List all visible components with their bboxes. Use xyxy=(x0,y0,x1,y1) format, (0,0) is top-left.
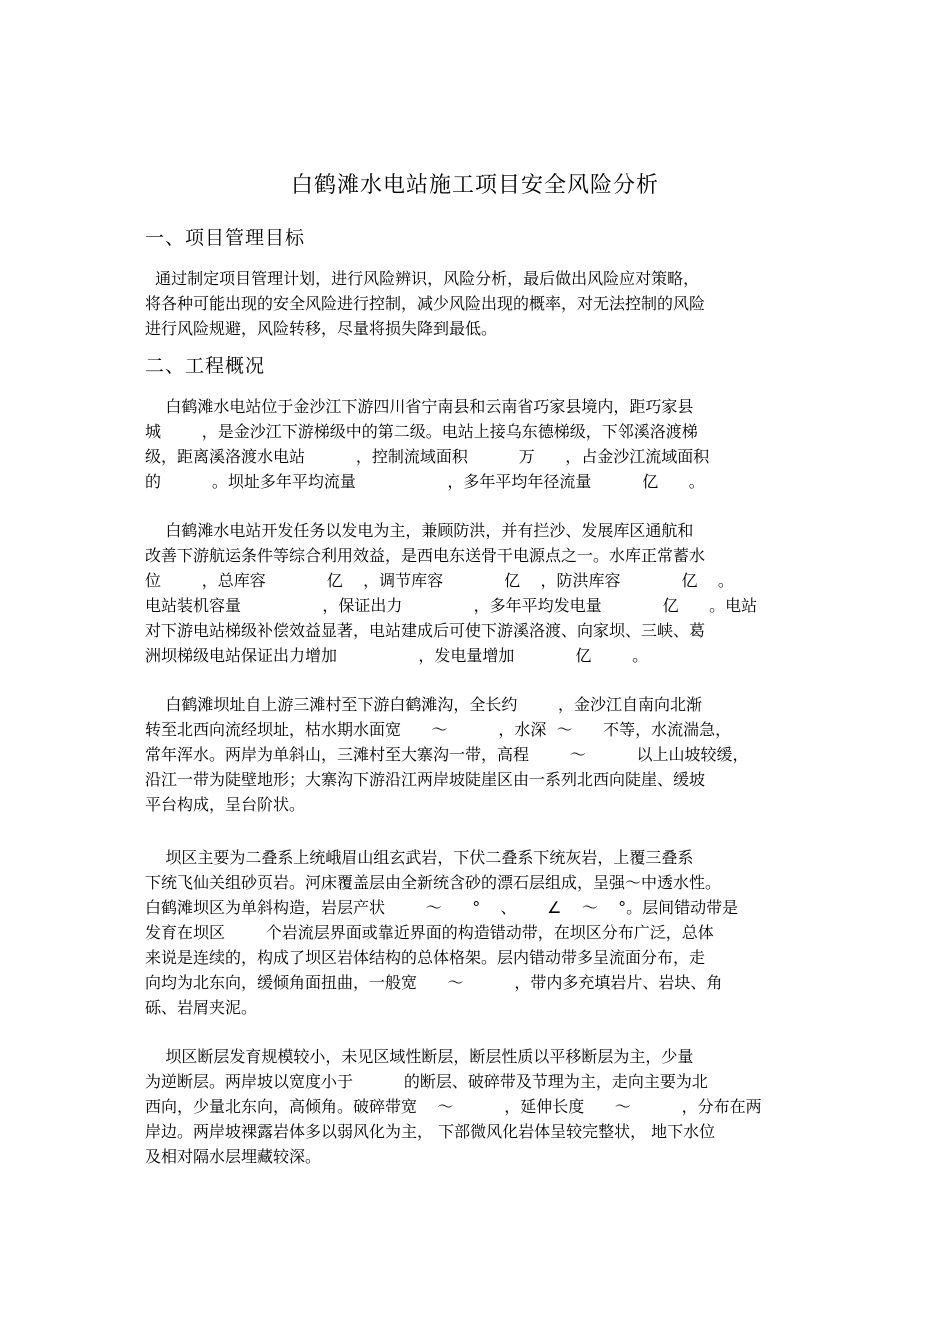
paragraph-faults xyxy=(145,1044,807,1169)
text-line: 通过制定项目管理计划，进行风险辨识，风险分析，最后做出风险应对策略， xyxy=(145,269,700,288)
text-line: 向均为北东向，缓倾角面扭曲，一般宽 ～ ，带内多充填岩片、岩块、角 xyxy=(145,973,723,992)
text-line: 白鹤滩坝区为单斜构造，岩层产状 ～ ° 、 ∠ ～ °。层间错动带是 xyxy=(145,898,739,917)
section-heading-management-goal: 一、项目管理目标 xyxy=(145,227,306,249)
text-line: 改善下游航运条件等综合利用效益，是西电东送骨干电源点之一。水库正常蓄水 xyxy=(145,546,706,565)
text-line: 沿江一带为陡壁地形；大寨沟下游沿江两岸坡陡崖区由一系列北西向陡崖、缓坡 xyxy=(145,770,706,789)
text-line: 常年浑水。两岸为单斜山，三滩村至大寨沟一带，高程 ～ 以上山坡较缓， xyxy=(145,745,749,764)
text-line: 坝区断层发育规模较小，未见区域性断层，断层性质以平移断层为主，少量 xyxy=(145,1047,694,1066)
section-heading-project-overview: 二、工程概况 xyxy=(145,355,266,377)
paragraph-management-goal xyxy=(145,266,807,341)
text-line: 对下游电站梯级补偿效益显著，电站建成后可使下游溪洛渡、向家坝、三峡、葛 xyxy=(145,621,706,640)
text-line: 平台构成，呈台阶状。 xyxy=(145,795,306,814)
paragraph-development-tasks xyxy=(145,518,807,668)
text-line: 发育在坝区 个岩流层界面或靠近界面的构造错动带，在坝区分布广泛，总体 xyxy=(145,923,714,942)
text-line: 电站装机容量 ，保证出力 ，多年平均发电量 亿 。电站 xyxy=(145,596,758,615)
text-line: 将各种可能出现的安全风险进行控制，减少风险出现的概率，对无法控制的风险 xyxy=(145,294,706,313)
text-line: 白鹤滩水电站开发任务以发电为主，兼顾防洪，并有拦沙、发展库区通航和 xyxy=(145,521,694,540)
text-line: 城 ，是金沙江下游梯级中的第二级。电站上接乌东德梯级，下邻溪洛渡梯 xyxy=(145,422,698,441)
paragraph-dam-site xyxy=(145,692,807,817)
text-line: 岸边。两岸坡裸露岩体多以弱风化为主， 下部微风化岩体呈较完整状， 地下水位 xyxy=(145,1122,716,1141)
text-line: 下统飞仙关组砂页岩。河床覆盖层由全新统含砂的漂石层组成，呈强～中透水性。 xyxy=(145,873,722,892)
text-line: 位 ，总库容 亿 ，调节库容 亿 ，防洪库容 亿 。 xyxy=(145,571,734,590)
paragraph-location xyxy=(145,394,807,494)
text-line: 西向，少量北东向，高倾角。破碎带宽 ～ ，延伸长度 ～ ，分布在两 xyxy=(145,1097,762,1116)
text-line: 白鹤滩水电站位于金沙江下游四川省宁南县和云南省巧家县境内，距巧家县 xyxy=(145,397,694,416)
text-line: 进行风险规避，风险转移，尽量将损失降到最低。 xyxy=(145,319,498,338)
text-line: 为逆断层。两岸坡以宽度小于 的断层、破碎带及节理为主，走向主要为北 xyxy=(145,1072,708,1091)
text-line: 坝区主要为二叠系上统峨眉山组玄武岩，下伏二叠系下统灰岩，上覆三叠系 xyxy=(145,848,694,867)
document-title: 白鹤滩水电站施工项目安全风险分析 xyxy=(290,173,659,198)
text-line: 砾、岩屑夹泥。 xyxy=(145,998,258,1017)
text-line: 转至北西向流经坝址，枯水期水面宽 ～ ，水深 ～ 不等，水流湍急， xyxy=(145,720,732,739)
text-line: 洲坝梯级电站保证出力增加 ，发电量增加 亿 。 xyxy=(145,646,649,665)
text-line: 级，距离溪洛渡水电站 ，控制流域面积 万 ，占金沙江流域面积 xyxy=(145,447,710,466)
text-line: 白鹤滩坝址自上游三滩村至下游白鹤滩沟，全长约 ，金沙江自南向北渐 xyxy=(145,695,703,714)
paragraph-geology xyxy=(145,845,807,1020)
text-line: 的 。坝址多年平均流量 ，多年平均年径流量 亿 。 xyxy=(145,472,705,491)
text-line: 来说是连续的，构成了坝区岩体结构的总体格架。层内错动带多呈流面分布，走 xyxy=(145,948,706,967)
text-line: 及相对隔水层埋藏较深。 xyxy=(145,1147,322,1166)
